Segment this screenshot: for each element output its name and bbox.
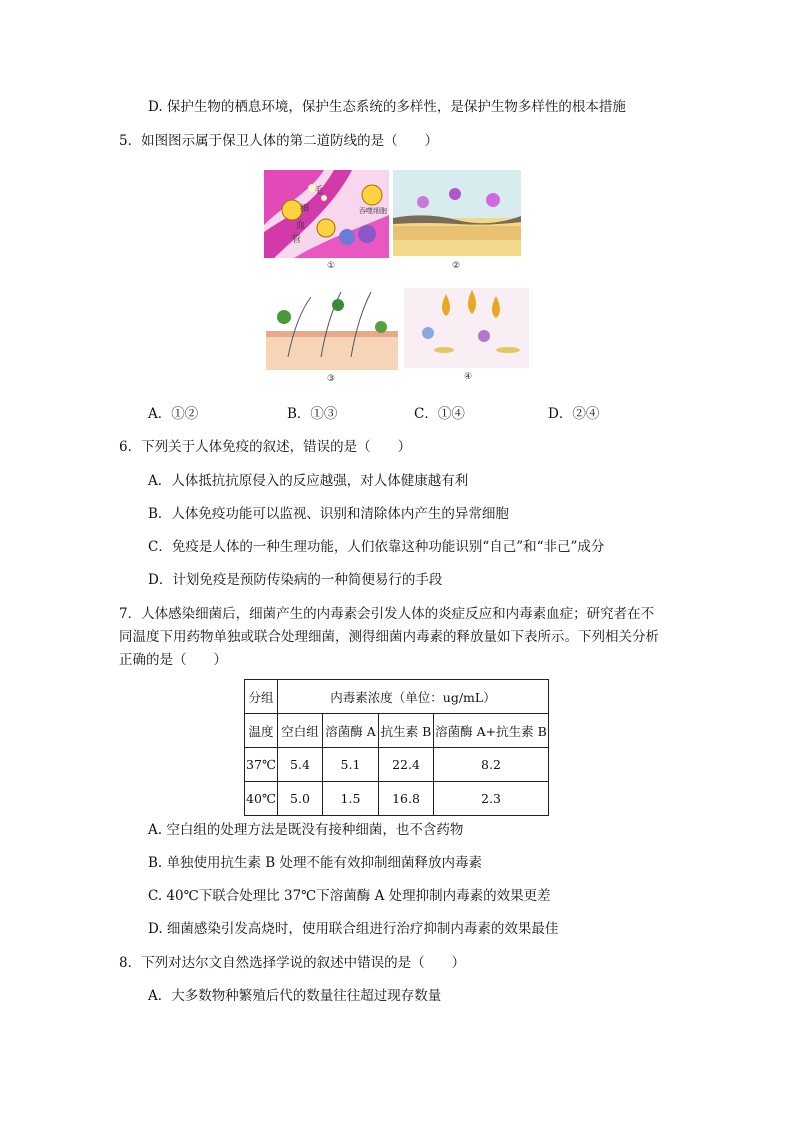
group-header: 内毒素浓度（单位：ug/mL） xyxy=(278,680,549,714)
table-cell: 5.0 xyxy=(278,782,323,816)
figure-4-caption: ④ xyxy=(464,372,473,382)
column-header: 溶菌酶 A+抗生素 B xyxy=(434,714,549,748)
label-xue: 血 xyxy=(296,221,306,231)
label-mao: 毛 xyxy=(314,186,324,196)
figure-2-caption: ② xyxy=(452,261,461,271)
q8-option-a: A．大多数物种繁殖后代的数量往往超过现存数量 xyxy=(148,988,442,1004)
table-subheader-row xyxy=(245,714,549,748)
table-cell: 16.8 xyxy=(379,782,434,816)
q5-option-c: C．①④ xyxy=(414,406,465,422)
column-header: 空白组 xyxy=(278,714,323,748)
q7-stem-line3: 正确的是（ ） xyxy=(119,652,227,668)
table-header-row xyxy=(245,680,549,714)
q7-option-b: B. 单独使用抗生素 B 处理不能有效抑制细菌释放内毒素 xyxy=(148,855,483,871)
column-header: 抗生素 B xyxy=(379,714,434,748)
q6-option-b: B．人体免疫功能可以监视、识别和清除体内产生的异常细胞 xyxy=(148,506,509,522)
table-cell: 8.2 xyxy=(434,748,549,782)
endotoxin-table xyxy=(244,679,549,816)
figure-3-caption: ③ xyxy=(327,374,336,384)
label-guan: 管 xyxy=(292,235,302,245)
row-temperature: 40℃ xyxy=(245,782,278,816)
table-cell: 1.5 xyxy=(323,782,379,816)
q6-option-a: A．人体抵抗抗原侵入的反应越强，对人体健康越有利 xyxy=(148,473,469,489)
q6-stem: 6．下列关于人体免疫的叙述，错误的是（ ） xyxy=(119,439,412,455)
table-cell: 5.1 xyxy=(323,748,379,782)
table-cell: 22.4 xyxy=(379,748,434,782)
figure-1-caption: ① xyxy=(327,261,336,271)
corner-temperature: 温度 xyxy=(245,714,278,748)
figure-2-cilia xyxy=(393,170,521,256)
table-row xyxy=(245,748,549,782)
q7-stem-line2: 同温度下用药物单独或联合处理细菌，测得细菌内毒素的释放量如下表所示。下列相关分析 xyxy=(119,629,659,645)
q6-option-c: C．免疫是人体的一种生理功能，人们依靠这种功能识别“自己”和“非己”成分 xyxy=(148,539,605,555)
corner-group: 分组 xyxy=(245,680,278,714)
q6-option-d: D．计划免疫是预防传染病的一种简便易行的手段 xyxy=(148,572,443,588)
q8-stem: 8．下列对达尔文自然选择学说的叙述中错误的是（ ） xyxy=(119,955,466,971)
q5-option-d: D．②④ xyxy=(548,406,600,422)
table-cell: 5.4 xyxy=(278,748,323,782)
row-temperature: 37℃ xyxy=(245,748,278,782)
q7-option-c: C. 40℃下联合处理比 37℃下溶菌酶 A 处理抑制内毒素的效果更差 xyxy=(148,888,551,904)
q5-options xyxy=(148,402,668,424)
q4-option-d: D. 保护生物的栖息环境，保护生态系统的多样性，是保护生物多样性的根本措施 xyxy=(148,99,626,115)
q7-option-a: A. 空白组的处理方法是既没有接种细菌，也不含药物 xyxy=(148,822,464,838)
label-xi: 细 xyxy=(300,204,310,214)
label-phagocyte: 吞噬细胞 xyxy=(359,207,387,215)
figure-4-lysozyme xyxy=(404,288,529,368)
figure-1-phagocytes xyxy=(264,170,389,258)
q5-option-b: B．①③ xyxy=(287,406,338,422)
q7-option-d: D. 细菌感染引发高烧时，使用联合组进行治疗抑制内毒素的效果最佳 xyxy=(148,921,559,937)
column-header: 溶菌酶 A xyxy=(323,714,379,748)
figure-3-skin xyxy=(266,287,398,370)
q7-stem-line1: 7．人体感染细菌后，细菌产生的内毒素会引发人体的炎症反应和内毒素血症；研究者在不 xyxy=(119,606,655,622)
q5-option-a: A．①② xyxy=(148,406,199,422)
table-cell: 2.3 xyxy=(434,782,549,816)
q5-stem: 5．如图图示属于保卫人体的第二道防线的是（ ） xyxy=(119,133,439,149)
table-row xyxy=(245,782,549,816)
